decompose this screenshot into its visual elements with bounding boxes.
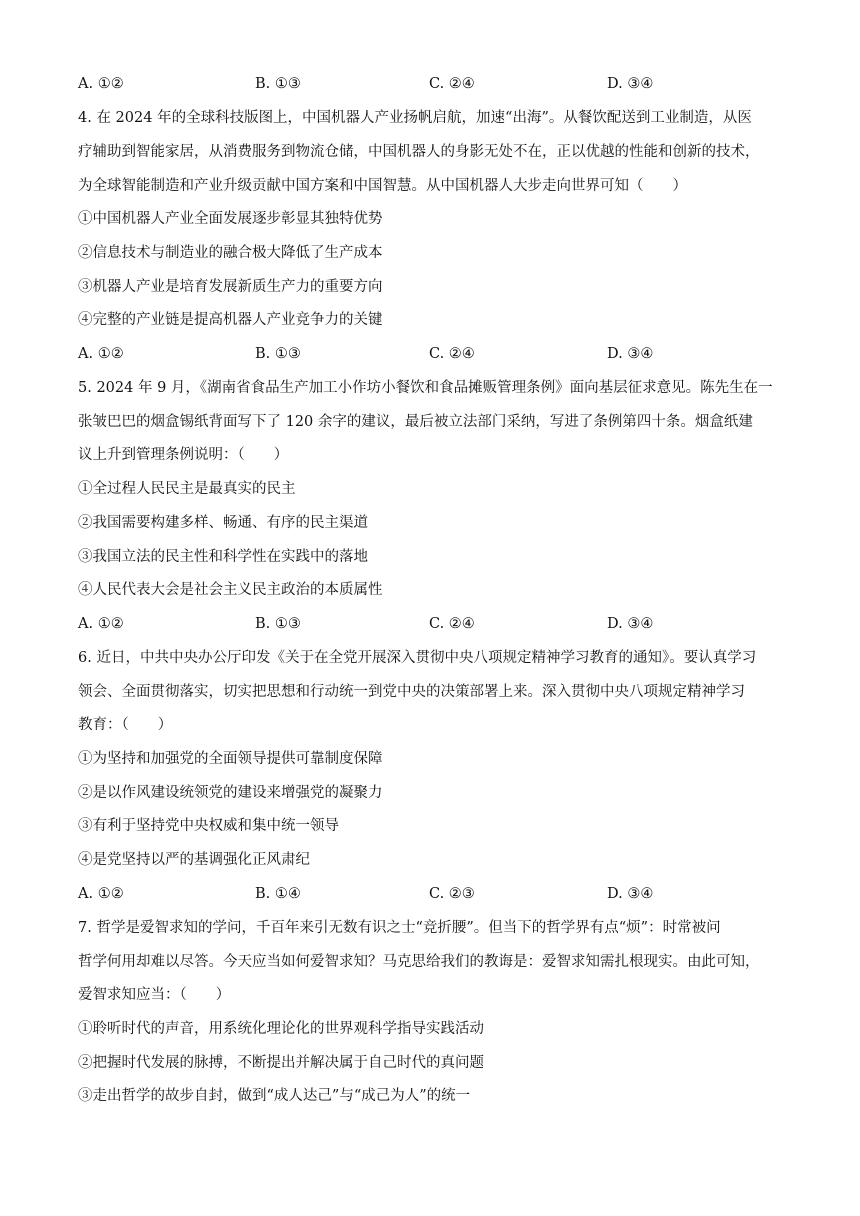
q7-item: ①聆听时代的声音，用系统化理论化的世界观科学指导实践活动 [78, 1021, 484, 1037]
q5-option-d[interactable]: D. ③④ [607, 616, 654, 632]
q5-option-b[interactable]: B. ①③ [255, 616, 301, 632]
q7-item: ③走出哲学的故步自封，做到“成人达己”与“成己为人”的统一 [78, 1088, 471, 1104]
q3-option-b[interactable]: B. ①③ [255, 76, 301, 92]
q3-options [78, 74, 798, 94]
q4-stem-line: 疗辅助到智能家居，从消费服务到物流仓储，中国机器人的身影无处不在，正以优越的性能和创新的技术， [78, 144, 760, 160]
q4-option-c[interactable]: C. ②④ [429, 346, 475, 362]
q6-item: ③有利于坚持党中央权威和集中统一领导 [78, 818, 339, 834]
q4-stem-line: 为全球智能制造和产业升级贡献中国方案和中国智慧。从中国机器人大步走向世界可知（ ） [78, 178, 687, 194]
q5-item: ③我国立法的民主性和科学性在实践中的落地 [78, 549, 368, 565]
q6-item: ④是党坚持以严的基调强化正风肃纪 [78, 852, 310, 868]
q6-option-d[interactable]: D. ③④ [607, 886, 654, 902]
q5-stem-line: 5. 2024 年 9 月，《湖南省食品生产加工小作坊小餐饮和食品摊贩管理条例》面向基层征求意见。陈先生在一 [78, 380, 773, 396]
q6-stem-line: 教育：（ ） [78, 717, 173, 733]
q5-options [78, 614, 798, 634]
q7-stem-line: 7. 哲学是爱智求知的学问，千百年来引无数有识之士“竞折腰”。但当下的哲学界有点“烦”：时常被问 [78, 920, 721, 936]
q6-item: ②是以作风建设统领党的建设来增强党的凝聚力 [78, 785, 383, 801]
q4-option-b[interactable]: B. ①③ [255, 346, 301, 362]
q3-option-c[interactable]: C. ②④ [429, 76, 475, 92]
q5-item: ①全过程人民民主是最真实的民主 [78, 481, 296, 497]
q4-stem-line: 4. 在 2024 年的全球科技版图上，中国机器人产业扬帆启航，加速“出海”。从餐饮配送到工业制造，从医 [78, 110, 752, 126]
q4-item: ①中国机器人产业全面发展逐步彰显其独特优势 [78, 211, 383, 227]
q6-option-c[interactable]: C. ②③ [429, 886, 475, 902]
q6-item: ①为坚持和加强党的全面领导提供可靠制度保障 [78, 751, 383, 767]
q5-option-c[interactable]: C. ②④ [429, 616, 475, 632]
q5-stem-line: 议上升到管理条例说明：（ ） [78, 447, 289, 463]
q3-option-d[interactable]: D. ③④ [607, 76, 654, 92]
q7-item: ②把握时代发展的脉搏，不断提出并解决属于自己时代的真问题 [78, 1055, 484, 1071]
q4-option-a[interactable]: A. ①② [78, 346, 124, 362]
q4-item: ③机器人产业是培育发展新质生产力的重要方向 [78, 279, 383, 295]
q6-option-a[interactable]: A. ①② [78, 886, 124, 902]
q4-option-d[interactable]: D. ③④ [607, 346, 654, 362]
q5-item: ②我国需要构建多样、畅通、有序的民主渠道 [78, 515, 368, 531]
q6-stem-line: 6. 近日，中共中央办公厅印发《关于在全党开展深入贯彻中央八项规定精神学习教育的通知》。要认真学习 [78, 650, 757, 666]
q5-item: ④人民代表大会是社会主义民主政治的本质属性 [78, 582, 383, 598]
q4-item: ②信息技术与制造业的融合极大降低了生产成本 [78, 245, 383, 261]
q6-option-b[interactable]: B. ①④ [255, 886, 301, 902]
q6-stem-line: 领会、全面贯彻落实，切实把思想和行动统一到党中央的决策部署上来。深入贯彻中央八项规定精神学习 [78, 684, 745, 700]
q5-stem-line: 张皱巴巴的烟盒锡纸背面写下了 120 余字的建议，最后被立法部门采纳，写进了条例第四十条。烟盒纸建 [78, 414, 753, 430]
q4-options [78, 344, 798, 364]
q7-stem-line: 爱智求知应当：（ ） [78, 987, 231, 1003]
q5-option-a[interactable]: A. ①② [78, 616, 124, 632]
q3-option-a[interactable]: A. ①② [78, 76, 124, 92]
q7-stem-line: 哲学何用却难以尽答。今天应当如何爱智求知？马克思给我们的教诲是：爱智求知需扎根现实。由此可知， [78, 954, 760, 970]
q6-options [78, 884, 798, 904]
q4-item: ④完整的产业链是提高机器人产业竞争力的关键 [78, 312, 383, 328]
